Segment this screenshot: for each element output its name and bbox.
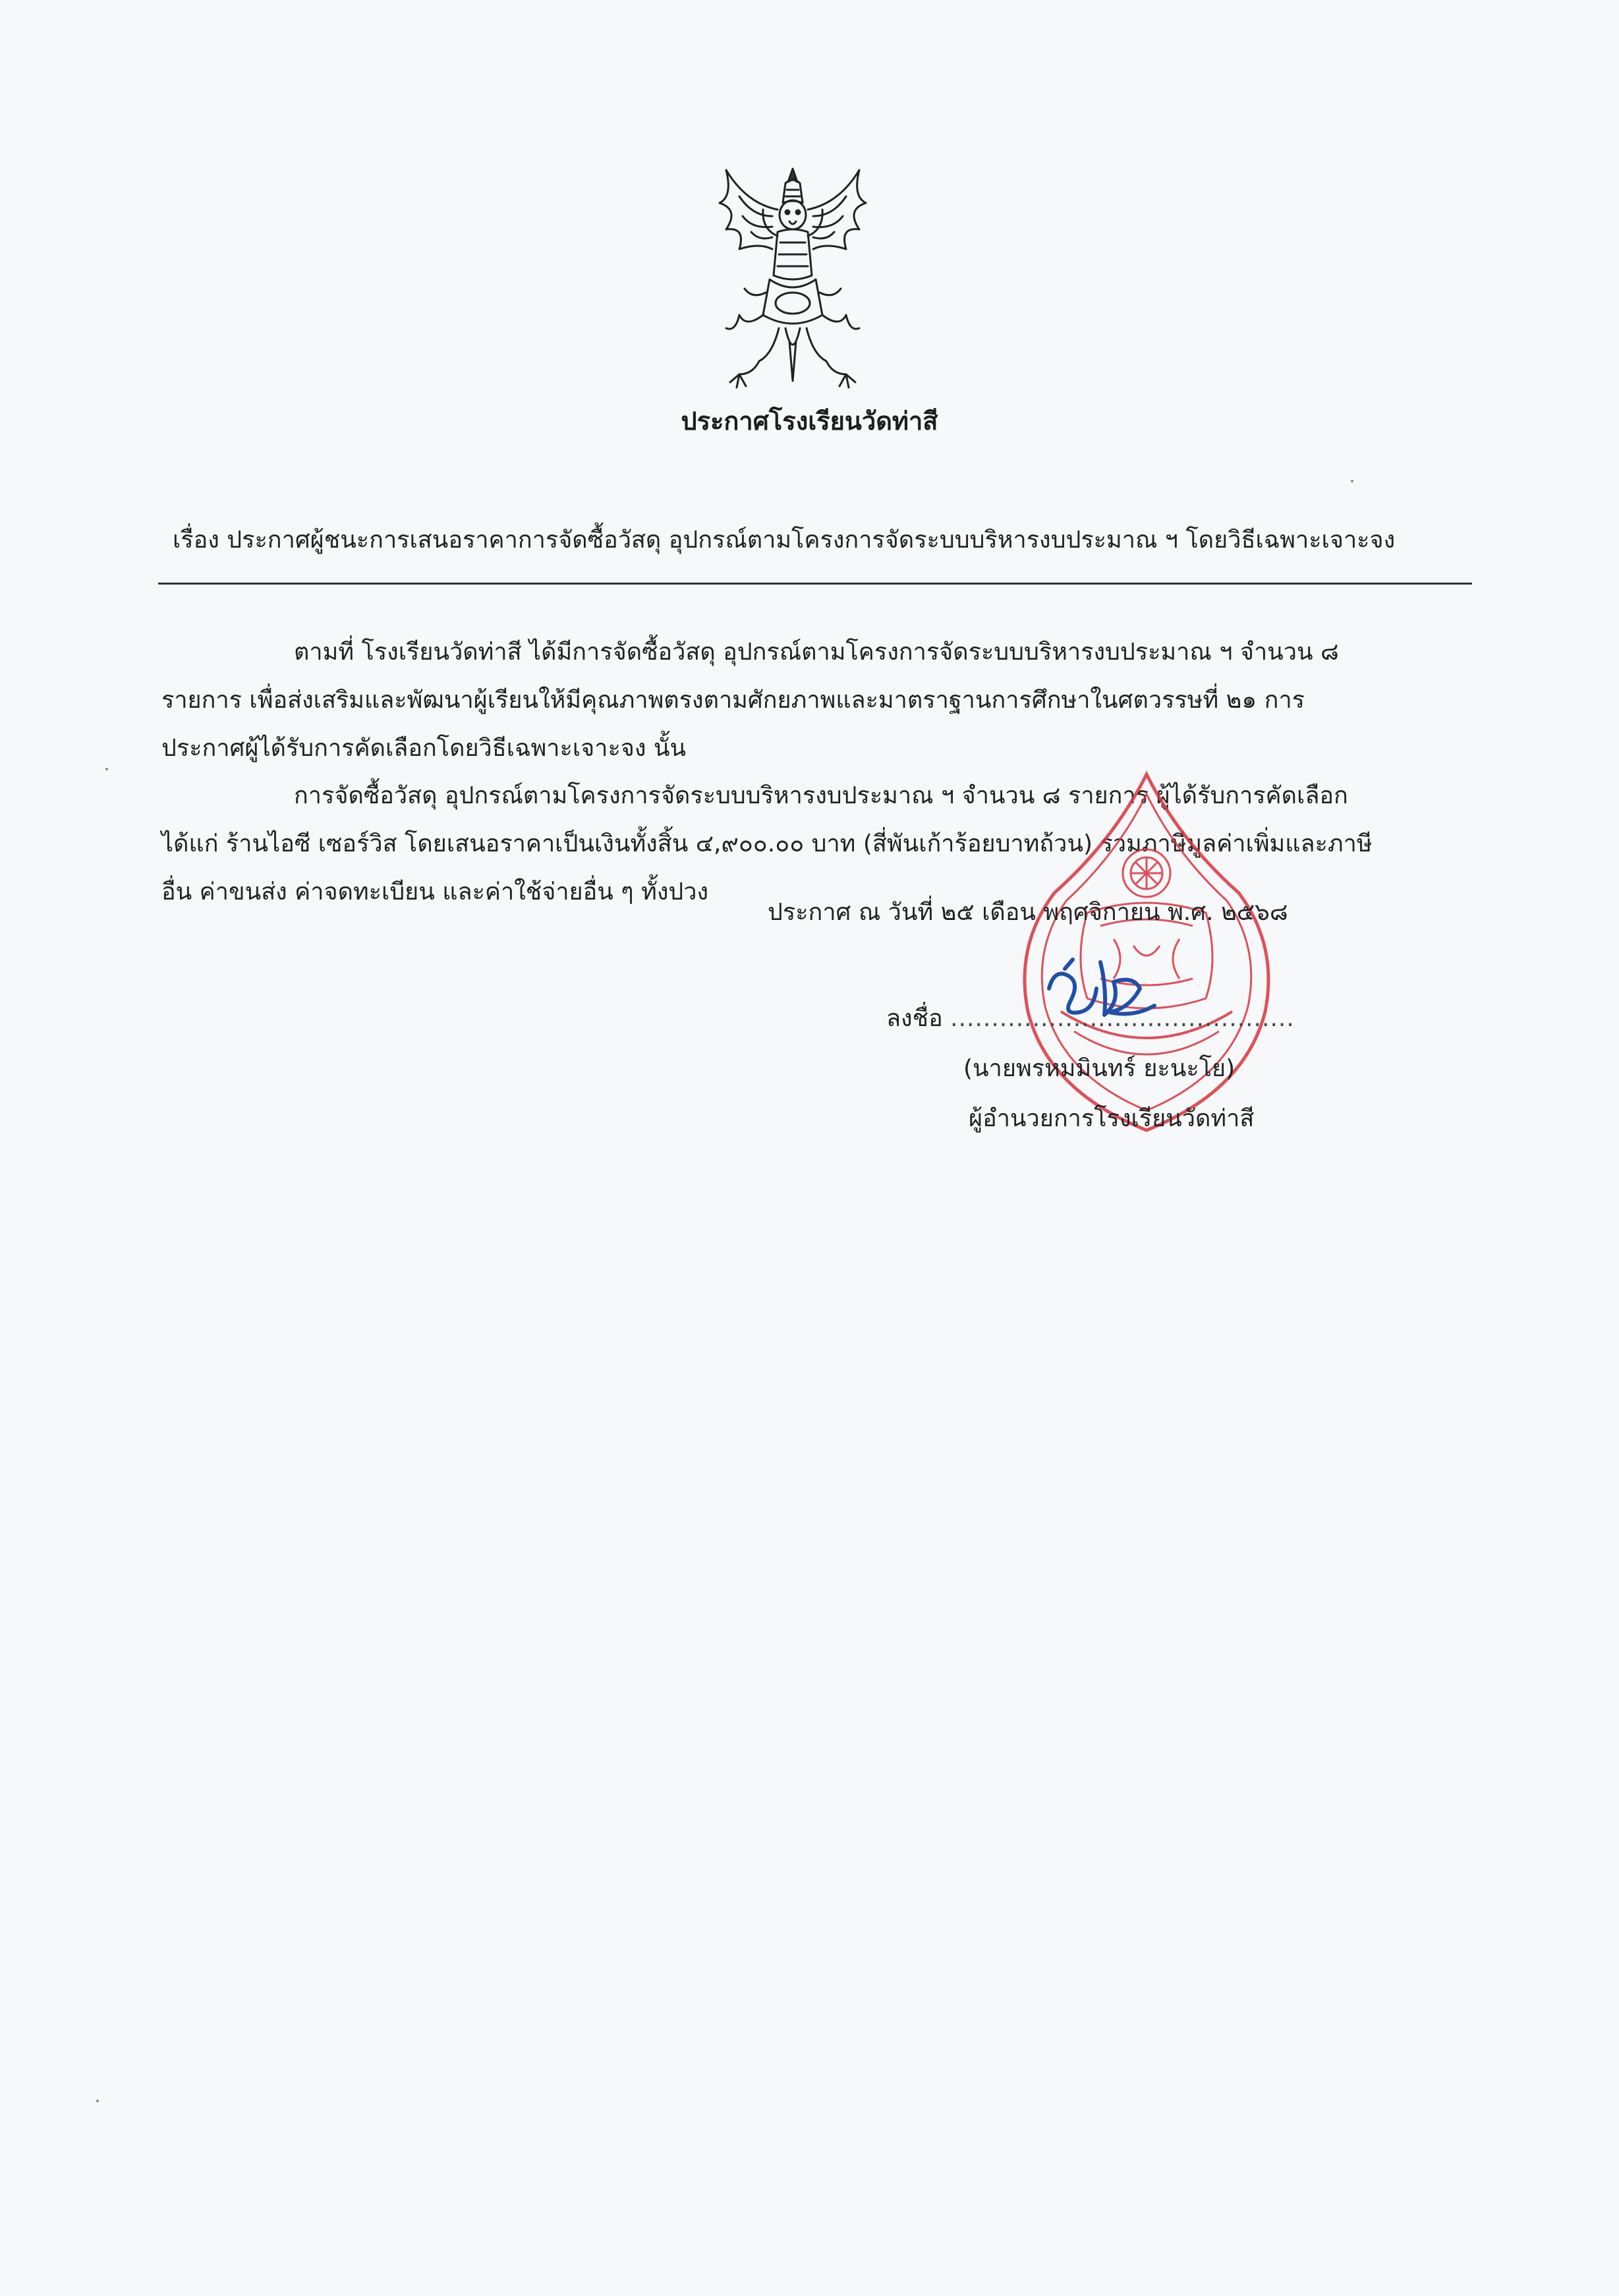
scan-speck	[1351, 480, 1353, 482]
signer-position: ผู้อำนวยการโรงเรียนวัดท่าสี	[969, 1105, 1255, 1132]
signer-name: (นายพรหมมินทร์ ยะนะโย)	[963, 1055, 1236, 1082]
body-line: รายการ เพื่อส่งเสริมและพัฒนาผู้เรียนให้มีคุณภาพตรงตามศักยภาพและมาตราฐานการศึกษาในศตวรรษที่ ๒๑ การ	[161, 687, 1305, 714]
body-line: อื่น ค่าขนส่ง ค่าจดทะเบียน และค่าใช้จ่ายอื่น ๆ ทั้งปวง	[161, 878, 709, 905]
scan-speck	[96, 2100, 99, 2102]
header-divider	[158, 583, 1472, 585]
body-line: ตามที่ โรงเรียนวัดท่าสี ได้มีการจัดซื้อวัสดุ อุปกรณ์ตามโครงการจัดระบบบริหารงบประมาณ ฯ จำนวน ๘	[294, 639, 1339, 666]
announce-date: ประกาศ ณ วันที่ ๒๕ เดือน พฤศจิกายน พ.ศ. ๒๕๖๘	[768, 899, 1288, 926]
body-line: ได้แก่ ร้านไอซี เซอร์วิส โดยเสนอราคาเป็นเงินทั้งสิ้น ๔,๙๐๐.๐๐ บาท (สี่พันเก้าร้อยบาทถ้วน) รวมภาษีมูลค่าเพิ่มและภาษี	[161, 830, 1373, 857]
sign-label: ลงชื่อ	[886, 1005, 943, 1032]
body-line: ประกาศผู้ได้รับการคัดเลือกโดยวิธีเฉพาะเจาะจง นั้น	[161, 735, 687, 762]
handwritten-signature	[1041, 949, 1160, 1028]
document-title: ประกาศโรงเรียนวัดท่าสี	[681, 407, 938, 436]
scan-speck	[105, 768, 108, 770]
body-line: การจัดซื้อวัสดุ อุปกรณ์ตามโครงการจัดระบบบริหารงบประมาณ ฯ จำนวน ๘ รายการ ผู้ได้รับการคัดเลือก	[294, 782, 1348, 809]
garuda-emblem-icon	[706, 163, 879, 395]
document-subject: เรื่อง ประกาศผู้ชนะการเสนอราคาการจัดซื้อวัสดุ อุปกรณ์ตามโครงการจัดระบบบริหารงบประมาณ ฯ โดยวิธีเฉพาะเจาะจง	[173, 527, 1396, 554]
signature-dots: ..........................................	[950, 1005, 1295, 1032]
